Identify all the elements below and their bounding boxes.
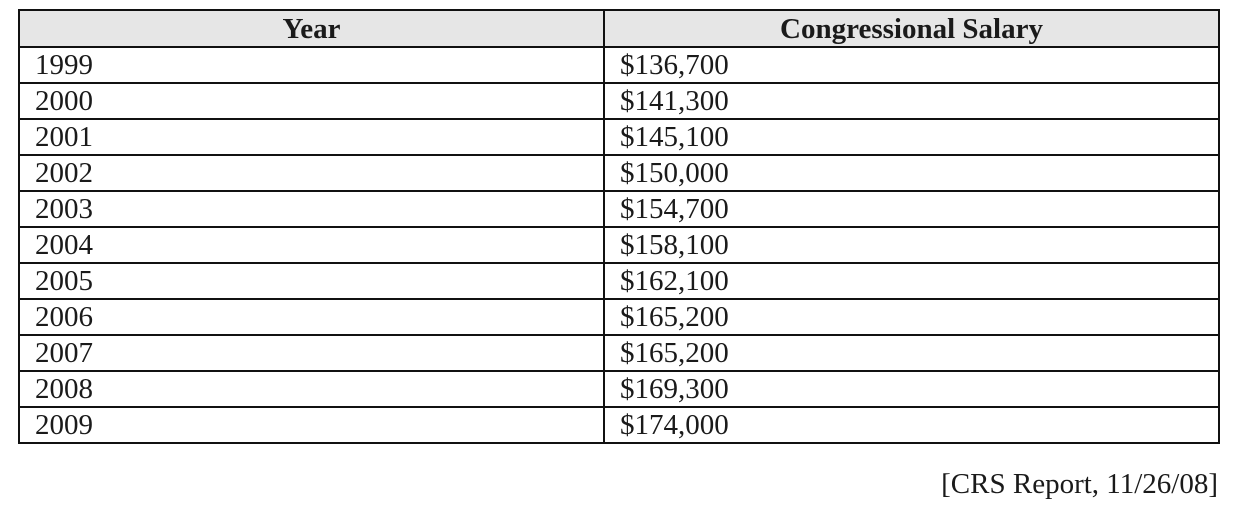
salary-cell: $169,300: [604, 371, 1219, 407]
source-note: [CRS Report, 11/26/08]: [941, 468, 1218, 500]
table-row: [19, 299, 1219, 335]
year-cell: 2000: [19, 83, 604, 119]
year-cell: 2003: [19, 191, 604, 227]
year-cell: 2009: [19, 407, 604, 443]
salary-table: [18, 9, 1220, 444]
table-row: [19, 155, 1219, 191]
header-row: [19, 10, 1219, 47]
table-row: [19, 83, 1219, 119]
year-cell: 1999: [19, 47, 604, 83]
salary-cell: $141,300: [604, 83, 1219, 119]
salary-cell: $136,700: [604, 47, 1219, 83]
year-cell: 2006: [19, 299, 604, 335]
year-cell: 2005: [19, 263, 604, 299]
table-row: [19, 191, 1219, 227]
table-header: [19, 10, 1219, 47]
salary-cell: $158,100: [604, 227, 1219, 263]
table-body: [19, 47, 1219, 443]
column-header-year: Year: [19, 10, 604, 47]
salary-cell: $145,100: [604, 119, 1219, 155]
table-row: [19, 335, 1219, 371]
table-row: [19, 407, 1219, 443]
salary-cell: $150,000: [604, 155, 1219, 191]
column-header-salary: Congressional Salary: [604, 10, 1219, 47]
year-cell: 2008: [19, 371, 604, 407]
table-row: [19, 119, 1219, 155]
table-row: [19, 263, 1219, 299]
year-cell: 2001: [19, 119, 604, 155]
table-row: [19, 227, 1219, 263]
year-cell: 2002: [19, 155, 604, 191]
salary-cell: $174,000: [604, 407, 1219, 443]
salary-cell: $162,100: [604, 263, 1219, 299]
year-cell: 2007: [19, 335, 604, 371]
table-row: [19, 47, 1219, 83]
year-cell: 2004: [19, 227, 604, 263]
salary-cell: $154,700: [604, 191, 1219, 227]
table-row: [19, 371, 1219, 407]
salary-cell: $165,200: [604, 299, 1219, 335]
salary-cell: $165,200: [604, 335, 1219, 371]
